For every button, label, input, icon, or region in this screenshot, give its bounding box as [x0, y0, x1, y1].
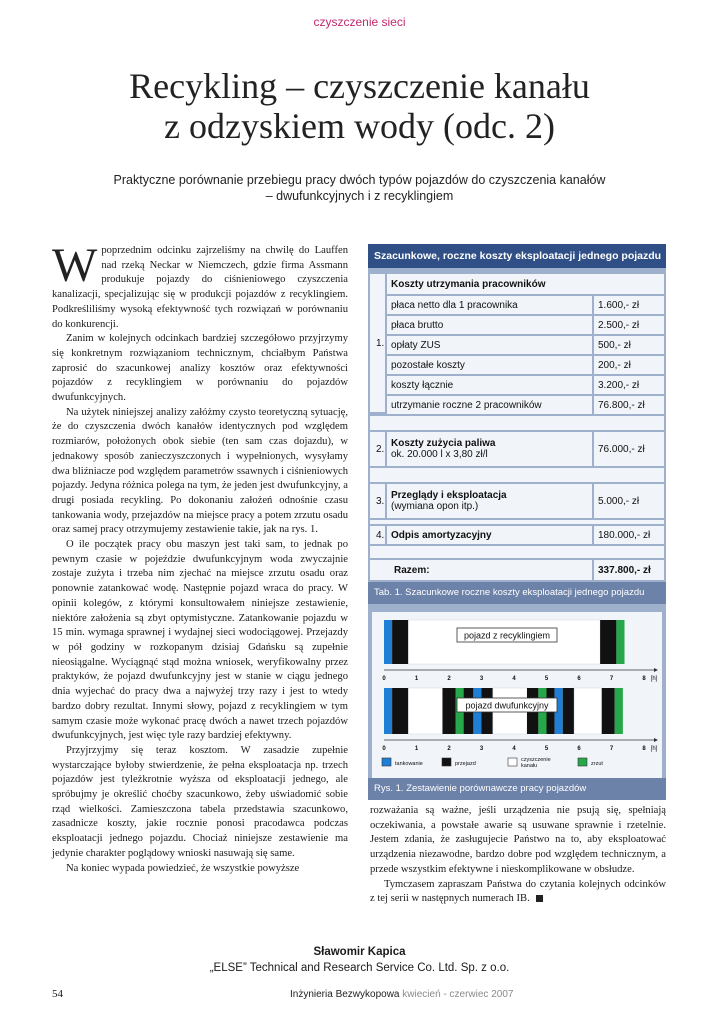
track-label: pojazd z recyklingiem: [463, 630, 551, 641]
section-2-sub: ok. 20.000 l x 3,80 zł/l: [391, 449, 488, 460]
cost-value: 200,- zł: [594, 356, 664, 374]
right-column: [370, 804, 666, 907]
timeline-segment-tankowanie: [384, 620, 392, 664]
article-lead: [60, 172, 659, 204]
paragraph: Na użytek niniejszej analizy załóżmy czysto teoretyczną sytuację, że do czyszczenia dwóch kanałów identycznych pod względem rozmiarów, położonych obok siebie (ten sam czas dojazdu), w jednakowy sposób zanieczyszczonych i wypełnionych, wysyłamy dwa bliźniacze pod względem parametrów ssawnych i ciśnieniowych pojazdy. Jedyna różnica polega na tym, że jeden jest dwufunkcyjny, a drugi posiada recykling. Po dokonaniu założeń odnośnie czasu tankowania wody, przejazdów na miejsce pracy a potem zrzutu osadu oraz samej pracy otrzymujemy zestawienie takie, jak na rys. 1.: [52, 406, 348, 536]
paragraph: [52, 239, 348, 332]
legend-swatch-tankowanie: [382, 758, 391, 766]
lead-line-1: Praktyczne porównanie przebiegu pracy dwóch typów pojazdów do czyszczenia kanałów: [113, 173, 606, 187]
timeline-segment-czyszczenie: [574, 688, 602, 734]
magazine-name: Inżynieria Bezwykopowa: [290, 989, 400, 1000]
cost-label: opłaty ZUS: [387, 336, 592, 354]
legend-label: kanału: [521, 763, 538, 769]
section-1-title: Koszty utrzymania pracowników: [387, 274, 664, 294]
paragraph: [370, 878, 666, 907]
axis-unit: [h]: [650, 676, 658, 682]
section-3-title: Przeglądy i eksploatacja: [391, 490, 507, 501]
spacer-row: [370, 520, 664, 524]
cost-label: utrzymanie roczne 2 pracowników: [387, 396, 592, 414]
timeline-segment-przejazd: [392, 620, 408, 664]
cost-value: 3.200,- zł: [594, 376, 664, 394]
left-column: [52, 239, 348, 876]
section-2-number: 2.: [370, 432, 385, 466]
axis-tick-label: 7: [609, 746, 614, 752]
magazine-issue: kwiecień - czerwiec 2007: [402, 989, 514, 1000]
lead-line-2: – dwufunkcyjnych i z recyklingiem: [265, 189, 454, 203]
timeline-chart: [372, 612, 662, 778]
spacer-row: [370, 546, 664, 558]
axis-tick-label: 7: [609, 676, 614, 682]
axis-tick-label: 0: [382, 746, 386, 752]
axis-tick-label: 4: [512, 676, 516, 682]
section-tag: czyszczenie sieci: [313, 15, 406, 29]
timeline-segment-przejazd: [563, 688, 574, 734]
timeline-segment-przejazd: [602, 688, 615, 734]
section-2-title: Koszty zużycia paliwa: [391, 438, 496, 449]
article-title: [40, 66, 679, 146]
paragraph: O ile początek pracy obu maszyn jest taki sam, to jednak po pewnym czasie w pojeździe dwufunkcyjnym woda zwyczajnie zostaje zużyta i trzeba nim zjechać na miejsce zrzutu osadu oraz ponownie zatankować wodę. Następnie pojazd wraca do pracy. W opinii kolegów, z którymi konsultowałem niniejsze zestawienie, niektóre założenia są zbyt optymistyczne. Zatankowanie pojazdu w 15 min. wymaga sprawnej i wydajnej sieci wodociągowej. Przejazdy w pół godziny w rozkopanym dzisiaj Gdańsku są zupełnie nieosiągalne. Wyciągnąć stąd można wniosek, weryfikowalny przez praktyków, że pojazd dwufunkcyjny jest w stanie w ciągu jednego dnia wyjechać do pracy dwa a najwyżej trzy razy i jest to wtedy bardzo dobry rezultat. Innymi słowy, pojazd z recyklingiem w tym samym czasie może wykonać pracę dwóch a nawet trzech pojazdów dwufunkcyjnych, jest więc tyle razy bardziej efektywny.: [52, 539, 348, 742]
cost-value: 2.500,- zł: [594, 316, 664, 334]
axis-tick-label: 2: [447, 676, 451, 682]
timeline-segment-przejazd: [392, 688, 408, 734]
axis-unit: [h]: [650, 746, 658, 752]
legend-label: przejazd: [455, 761, 476, 767]
cost-value: 1.600,- zł: [594, 296, 664, 314]
axis-tick-label: 5: [544, 676, 549, 682]
axis-tick-label: 3: [479, 676, 484, 682]
section-4-title: Odpis amortyzacyjny: [387, 526, 592, 544]
axis-tick-label: 1: [414, 676, 419, 682]
paragraph: Przyjrzyjmy się teraz kosztom. W zasadzie zupełnie wystarczające byłoby stwierdzenie, że pełna eksploatacja np. trzech pojazdów jest tyleżkrotnie wyższa od eksploatacji jednego, ale spróbujmy je określić choćby szacunkowo, żeby uświadomić sobie rząd wielkości. Zamieszczona tabela przedstawia szacunkowo, zasadnicze koszty, jakie rocznie ponosi pracodawca podczas eksploatacji jednego pojazdu. Chociaż niniejsze zestawienie ma jedynie charakter poglądowy wnioski nasuwają się same.: [52, 744, 348, 859]
cost-label: płaca brutto: [387, 316, 592, 334]
axis-tick-label: 0: [382, 676, 386, 682]
spacer-row: [370, 468, 664, 482]
section-4-number: 4.: [370, 526, 385, 544]
paragraph: Na koniec wypada powiedzieć, że wszystkie powyższe: [66, 862, 300, 874]
magazine-footer: [290, 989, 513, 1000]
axis-tick-label: 5: [544, 746, 549, 752]
timeline-segment-przejazd: [600, 620, 616, 664]
track-label: pojazd dwufunkcyjny: [465, 700, 549, 711]
section-2-value: 76.000,- zł: [594, 432, 664, 466]
axis-arrow-icon: [654, 668, 658, 672]
timeline-segment-przejazd: [443, 688, 456, 734]
cost-label: koszty łącznie: [387, 376, 592, 394]
section-1-number: 1.: [370, 274, 385, 412]
axis-tick-label: 6: [577, 746, 581, 752]
legend-label: tankowanie: [395, 761, 423, 767]
axis-tick-label: 1: [414, 746, 419, 752]
timeline-segment-zrzut: [616, 620, 624, 664]
cost-value: 500,- zł: [594, 336, 664, 354]
total-value: 337.800,- zł: [594, 560, 664, 580]
section-4-value: 180.000,- zł: [594, 526, 664, 544]
paragraph: Zanim w kolejnych odcinkach bardziej szczegółowo przyjrzymy się konkretnym rozwiązaniom technicznym, chciałbym Państwa zaprosić do szacunkowej analizy kosztów oraz efektywności pojazdów z recyklingiem w porównaniu do pojazdów dwufunkcyjnych.: [52, 333, 348, 404]
section-2-label: [387, 432, 592, 466]
title-line-1: Recykling – czyszczenie kanału: [129, 66, 590, 106]
timeline-figure: [368, 604, 666, 778]
legend-label: czyszczenie: [521, 757, 551, 763]
axis-tick-label: 2: [447, 746, 451, 752]
legend-swatch-zrzut: [578, 758, 587, 766]
timeline-panel: [372, 612, 662, 778]
axis-tick-label: 8: [642, 746, 646, 752]
paragraph: rozważania są ważne, jeśli urządzenia nie psują się, spełniają oczekiwania, a powstałe awarie są usuwane sprawnie i rzetelnie. Jestem zdania, że zasługujecie Państwo na to, aby eksploatować urządzenia niezawodne, bardzo dobre pod względem technicznym, a przede wszystkim efektywne i nieskomplikowane w obsłudze.: [370, 805, 666, 875]
section-3-label: [387, 484, 592, 518]
axis-tick-label: 6: [577, 676, 581, 682]
legend-swatch-czyszczenie: [508, 758, 517, 766]
title-line-2: z odzyskiem wody (odc. 2): [164, 106, 555, 146]
section-3-number: 3.: [370, 484, 385, 518]
axis-tick-label: 3: [479, 746, 484, 752]
section-3-value: 5.000,- zł: [594, 484, 664, 518]
paragraph-text: poprzednim odcinku zajrzeliśmy na chwilę do Lauffen nad rzeką Neckar w Niemczech, gdzie firma Assmann produkuje pojazdy do ciśnieniowego czyszczenia kanalizacji, specjalizując się w produkcji pojazdów z recyklingiem. Podkreśliliśmy wysoką efektywność tych rozwiązań w porównaniu do konkurencji.: [52, 245, 348, 330]
section-3-sub: (wymiana opon itp.): [391, 501, 479, 512]
drop-cap: W: [52, 239, 98, 292]
axis-tick-label: 4: [512, 746, 516, 752]
cost-label: pozostałe koszty: [387, 356, 592, 374]
timeline-segment-zrzut: [615, 688, 623, 734]
timeline-segment-czyszczenie: [408, 688, 442, 734]
author-name: Sławomir Kapica: [313, 946, 406, 958]
total-label: Razem:: [370, 560, 592, 580]
spacer-row: [370, 416, 664, 430]
cost-value: 76.800,- zł: [594, 396, 664, 414]
author-company: „ELSE” Technical and Research Service Co. Ltd. Sp. z o.o.: [209, 962, 510, 974]
figure-caption: Rys. 1. Zestawienie porównawcze pracy pojazdów: [368, 778, 666, 800]
end-mark-icon: [536, 895, 543, 902]
legend-swatch-przejazd: [442, 758, 451, 766]
cost-label: płaca netto dla 1 pracownika: [387, 296, 592, 314]
axis-arrow-icon: [654, 738, 658, 742]
paragraph-text: Tymczasem zapraszam Państwa do czytania kolejnych odcinków z tej serii w następnych numerach IB.: [370, 878, 666, 905]
axis-tick-label: 8: [642, 676, 646, 682]
page-number: 54: [52, 988, 63, 1000]
table-caption: Tab. 1. Szacunkowe roczne koszty eksploatacji jednego pojazdu: [368, 582, 666, 604]
cost-table-header: Szacunkowe, roczne koszty eksploatacji jednego pojazdu: [368, 244, 666, 268]
timeline-segment-tankowanie: [384, 688, 392, 734]
legend-label: zrzut: [591, 761, 603, 767]
cost-table: [368, 244, 666, 604]
